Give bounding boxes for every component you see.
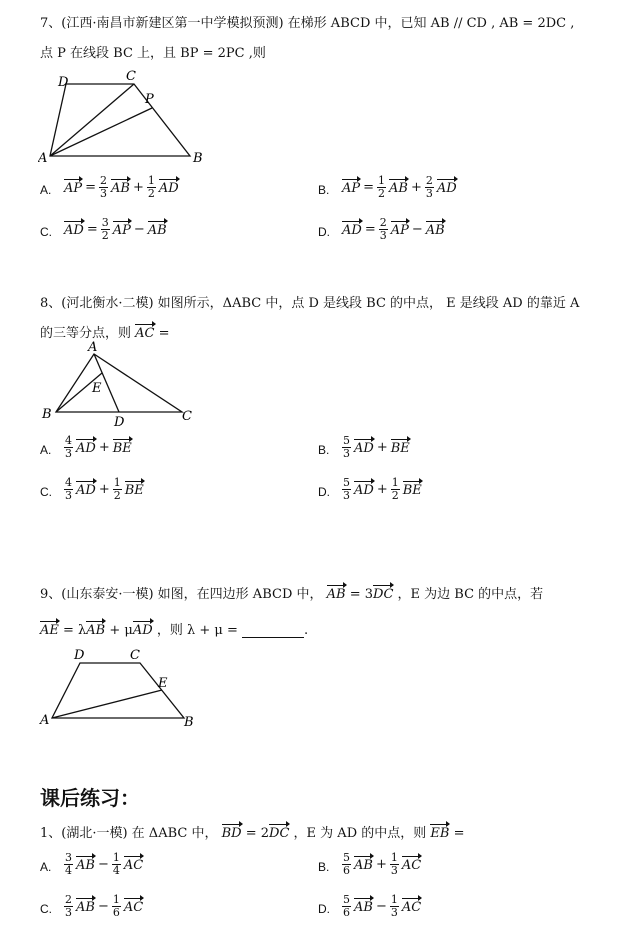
vec: AC	[402, 855, 421, 873]
vec: AB	[111, 178, 130, 196]
q9-stem-line1: 9、(山东泰安·一模) 如图，在四边形 ABCD 中， AB = 3DC ，E 为边 BC 的中点，若	[40, 583, 543, 602]
vec: BD	[222, 823, 242, 841]
q7-label-b: B	[193, 151, 203, 166]
vec: EB	[430, 823, 449, 841]
homework-option-d-formula: $\frac{5}{6}$ AB − $\frac{1}{3}$ AC	[343, 893, 422, 919]
q8-option-b-formula: $\frac{5}{3}$ AD + BE	[343, 434, 410, 460]
vec: AD	[76, 480, 96, 498]
vec: AP	[342, 178, 360, 196]
homework-section-title: 课后练习：	[40, 788, 140, 810]
q9-label-b: B	[184, 715, 194, 730]
q8-label-a: A	[88, 340, 98, 355]
vec: AB	[76, 855, 95, 873]
q7-diagonal-ac	[50, 84, 134, 156]
q7-option-c-formula: AD = $\frac{3}{2}$ AP − AB	[64, 216, 167, 242]
vec: BE	[403, 480, 422, 498]
vec: AB	[426, 220, 445, 238]
q7-option-d-formula: AD = $\frac{2}{3}$ AP − AB	[342, 216, 445, 242]
vec: AP	[64, 178, 82, 196]
homework-option-b-letter[interactable]: B.	[318, 860, 330, 874]
vec: BE	[391, 438, 410, 456]
vec: AP	[391, 220, 409, 238]
vec: AD	[354, 480, 374, 498]
homework-option-d-letter[interactable]: D.	[318, 902, 330, 916]
q7-option-c-letter[interactable]: C.	[40, 225, 52, 239]
vec: AD	[76, 438, 96, 456]
q8-option-d-formula: $\frac{5}{3}$ AD + $\frac{1}{2}$ BE	[343, 476, 422, 502]
vec: AD	[354, 438, 374, 456]
q8-option-c-formula: $\frac{4}{3}$ AD + $\frac{1}{2}$ BE	[65, 476, 144, 502]
homework-option-a-formula: $\frac{3}{4}$ AB − $\frac{1}{4}$ AC	[65, 851, 144, 877]
q8-label-e: E	[92, 381, 102, 396]
q7-stem-line2: 点 P 在线段 BC 上，且 BP = 2PC ,则	[40, 46, 266, 61]
q8-option-a-letter[interactable]: A.	[40, 443, 52, 457]
homework-option-c-formula: $\frac{2}{3}$ AB − $\frac{1}{6}$ AC	[65, 893, 144, 919]
vec: AE	[40, 620, 59, 638]
vec: BE	[113, 438, 132, 456]
q7-label-p: P	[145, 92, 154, 107]
q9-answer-blank[interactable]	[242, 625, 304, 638]
vec: AC	[124, 855, 143, 873]
q7-trapezoid-figure	[38, 66, 208, 168]
vec: AD	[437, 178, 457, 196]
vec: AC	[135, 323, 154, 341]
vec: AP	[113, 220, 131, 238]
q8-option-a-formula: $\frac{4}{3}$ AD + BE	[65, 434, 132, 460]
q8-label-c: C	[182, 409, 192, 424]
homework-option-c-letter[interactable]: C.	[40, 902, 52, 916]
q8-option-d-letter[interactable]: D.	[318, 485, 330, 499]
vec: AB	[327, 584, 346, 602]
q9-segment-ae	[52, 690, 162, 718]
vec: AD	[342, 220, 362, 238]
vec: BE	[125, 480, 144, 498]
vec: AD	[64, 220, 84, 238]
vec: AB	[389, 178, 408, 196]
q7-option-a-formula: AP = $\frac{2}{3}$ AB + $\frac{1}{2}$ AD	[64, 174, 179, 200]
q8-label-b: B	[42, 407, 52, 422]
vec: AD	[133, 620, 153, 638]
vec: AC	[402, 897, 421, 915]
q7-option-d-letter[interactable]: D.	[318, 225, 330, 239]
q8-option-b-letter[interactable]: B.	[318, 443, 330, 457]
vec: AD	[159, 178, 179, 196]
vec: AB	[354, 897, 373, 915]
q9-stem-line2: AE = λAB + μAD ，则 λ + μ = .	[40, 619, 308, 638]
q7-label-c: C	[126, 69, 136, 84]
q8-triangle-outline	[56, 354, 182, 412]
q9-quadrilateral-figure	[38, 646, 203, 734]
q8-stem-line1: 8、(河北衡水·二模) 如图所示，ΔABC 中，点 D 是线段 BC 的中点， E 是线段 AD 的靠近 A	[40, 296, 580, 311]
q7-option-a-letter[interactable]: A.	[40, 183, 52, 197]
q7-option-b-letter[interactable]: B.	[318, 183, 330, 197]
q7-option-b-formula: AP = $\frac{1}{2}$ AB + $\frac{2}{3}$ AD	[342, 174, 457, 200]
vec: DC	[373, 584, 393, 602]
q8-stem-line2: 的三等分点，则 AC =	[40, 322, 170, 341]
q7-label-d: D	[58, 75, 69, 90]
homework-q1-stem: 1、(湖北·一模) 在 ΔABC 中， BD = 2DC ，E 为 AD 的中点，则 EB =	[40, 822, 464, 841]
q7-label-a: A	[38, 151, 48, 166]
q9-label-c: C	[130, 648, 140, 663]
q8-triangle-figure	[38, 340, 198, 428]
q9-label-d: D	[74, 648, 85, 663]
q8-label-d: D	[114, 415, 125, 428]
q9-label-a: A	[40, 713, 50, 728]
homework-option-a-letter[interactable]: A.	[40, 860, 52, 874]
vec: AB	[86, 620, 105, 638]
vec: AB	[148, 220, 167, 238]
q7-trapezoid-outline	[50, 84, 190, 156]
q7-stem-line1: 7、(江西·南昌市新建区第一中学模拟预测) 在梯形 ABCD 中，已知 AB // CD , AB = 2DC ,	[40, 16, 575, 31]
homework-option-b-formula: $\frac{5}{6}$ AB + $\frac{1}{3}$ AC	[343, 851, 422, 877]
vec: AB	[76, 897, 95, 915]
vec: DC	[269, 823, 289, 841]
q9-label-e: E	[158, 676, 168, 691]
q8-option-c-letter[interactable]: C.	[40, 485, 52, 499]
vec: AB	[354, 855, 373, 873]
q7-segment-ap	[50, 108, 152, 156]
vec: AC	[124, 897, 143, 915]
